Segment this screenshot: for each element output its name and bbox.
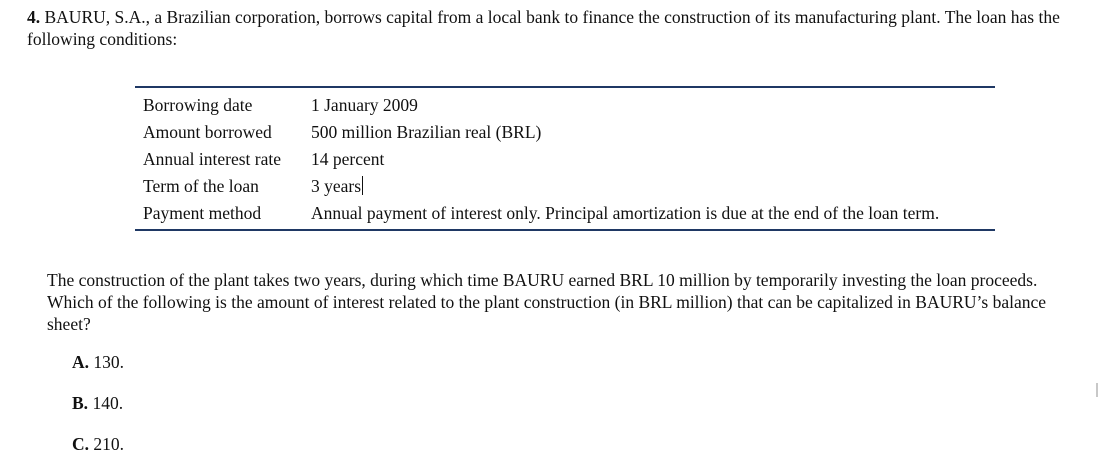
option-text: 210. <box>93 434 125 454</box>
option-letter: B. <box>72 393 89 413</box>
text-cursor <box>362 176 363 195</box>
interest-rate-label: Annual interest rate <box>143 149 282 169</box>
answer-option-c[interactable] <box>72 433 124 474</box>
question-number: 4. <box>27 7 41 27</box>
interest-rate-value: 14 percent <box>311 149 385 169</box>
loan-conditions-table <box>135 86 995 231</box>
borrowing-date-value: 1 January 2009 <box>311 95 418 115</box>
payment-method-label: Payment method <box>143 203 262 223</box>
borrowing-date-label: Borrowing date <box>143 95 253 115</box>
answer-option-a[interactable] <box>72 351 124 392</box>
question-stem <box>27 6 1087 50</box>
answer-options <box>72 351 124 474</box>
amount-borrowed-value: 500 million Brazilian real (BRL) <box>311 122 542 142</box>
question-text: BAURU, S.A., a Brazilian corporation, borrows capital from a local bank to finance the construction of its manufacturing plant. The loan has the following conditions: <box>27 7 1060 49</box>
answer-option-b[interactable] <box>72 392 124 433</box>
payment-method-value: Annual payment of interest only. Principal amortization is due at the end of the loan term. <box>311 203 940 223</box>
question-followup: The construction of the plant takes two years, during which time BAURU earned BRL 10 million by temporarily investing the loan proceeds. Which of the following is the amount of interest related to the plant construction (in BRL million) that can be capitalized in BAURU’s balance sheet? <box>47 270 1047 334</box>
loan-term-value: 3 years <box>311 176 362 196</box>
table-row <box>135 119 995 146</box>
loan-term-cell[interactable] <box>303 173 995 200</box>
option-letter: C. <box>72 434 90 454</box>
table-row <box>135 173 995 200</box>
table-row <box>135 200 995 230</box>
option-text: 140. <box>92 393 124 413</box>
option-text: 130. <box>93 352 125 372</box>
amount-borrowed-label: Amount borrowed <box>143 122 272 142</box>
table-row <box>135 87 995 119</box>
table-row <box>135 146 995 173</box>
loan-term-label: Term of the loan <box>143 176 259 196</box>
option-letter: A. <box>72 352 90 372</box>
scrollbar-thumb[interactable] <box>1096 383 1098 397</box>
